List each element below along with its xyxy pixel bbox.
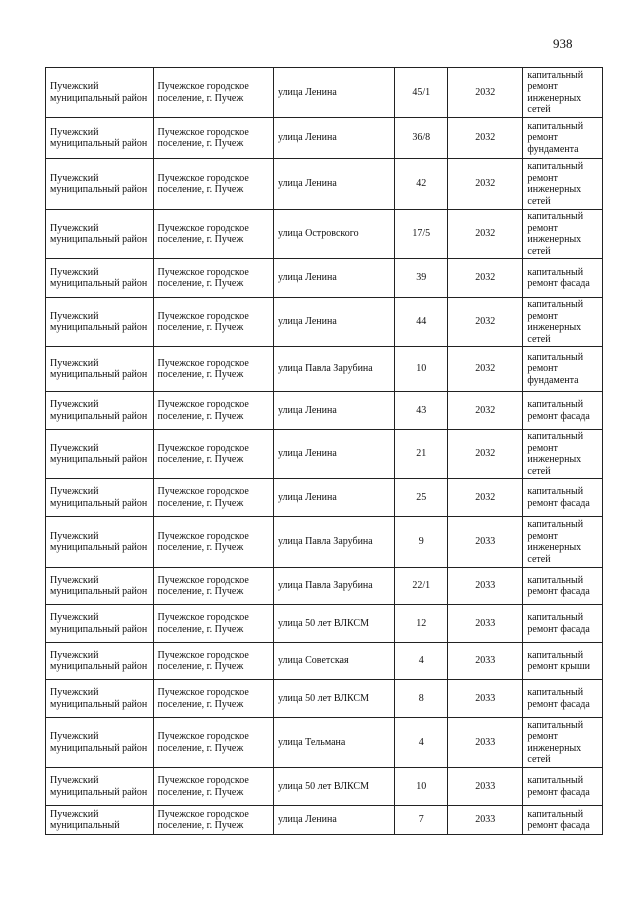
- year-cell: 2032: [448, 259, 523, 298]
- table-row: [46, 259, 603, 298]
- district-cell: Пучежский муниципальный район: [46, 68, 154, 118]
- year-cell: 2033: [448, 768, 523, 806]
- district-cell: Пучежский муниципальный район: [46, 347, 154, 392]
- table-row: [46, 392, 603, 430]
- housing-repair-table: [45, 67, 603, 835]
- district-cell: Пучежский муниципальный район: [46, 680, 154, 718]
- district-cell: Пучежский муниципальный район: [46, 159, 154, 210]
- year-cell: 2033: [448, 806, 523, 835]
- street-cell: улица Павла Зарубина: [273, 568, 395, 605]
- work-type-cell: капитальный ремонт фасада: [523, 259, 603, 298]
- settlement-cell: Пучежское городское поселение, г. Пучеж: [153, 259, 273, 298]
- work-type-cell: капитальный ремонт фундамента: [523, 118, 603, 159]
- table-body: [46, 68, 603, 835]
- street-cell: улица Островского: [273, 210, 395, 259]
- table-row: [46, 718, 603, 768]
- house-number-cell: 9: [395, 517, 448, 568]
- house-number-cell: 10: [395, 347, 448, 392]
- settlement-cell: Пучежское городское поселение, г. Пучеж: [153, 718, 273, 768]
- district-cell: Пучежский муниципальный район: [46, 568, 154, 605]
- house-number-cell: 10: [395, 768, 448, 806]
- work-type-cell: капитальный ремонт инженерных сетей: [523, 517, 603, 568]
- year-cell: 2033: [448, 517, 523, 568]
- table-row: [46, 298, 603, 347]
- work-type-cell: капитальный ремонт инженерных сетей: [523, 298, 603, 347]
- house-number-cell: 45/1: [395, 68, 448, 118]
- settlement-cell: Пучежское городское поселение, г. Пучеж: [153, 568, 273, 605]
- work-type-cell: капитальный ремонт инженерных сетей: [523, 210, 603, 259]
- year-cell: 2032: [448, 68, 523, 118]
- year-cell: 2032: [448, 298, 523, 347]
- house-number-cell: 21: [395, 430, 448, 479]
- settlement-cell: Пучежское городское поселение, г. Пучеж: [153, 430, 273, 479]
- street-cell: улица Ленина: [273, 806, 395, 835]
- table-row: [46, 347, 603, 392]
- year-cell: 2033: [448, 605, 523, 643]
- table-row: [46, 806, 603, 835]
- street-cell: улица Ленина: [273, 159, 395, 210]
- table-row: [46, 159, 603, 210]
- house-number-cell: 4: [395, 718, 448, 768]
- street-cell: улица Ленина: [273, 298, 395, 347]
- district-cell: Пучежский муниципальный район: [46, 605, 154, 643]
- work-type-cell: капитальный ремонт инженерных сетей: [523, 68, 603, 118]
- year-cell: 2033: [448, 568, 523, 605]
- street-cell: улица Тельмана: [273, 718, 395, 768]
- street-cell: улица Ленина: [273, 392, 395, 430]
- house-number-cell: 4: [395, 643, 448, 680]
- street-cell: улица Ленина: [273, 68, 395, 118]
- table-row: [46, 768, 603, 806]
- settlement-cell: Пучежское городское поселение, г. Пучеж: [153, 210, 273, 259]
- settlement-cell: Пучежское городское поселение, г. Пучеж: [153, 768, 273, 806]
- table-row: [46, 517, 603, 568]
- street-cell: улица 50 лет ВЛКСМ: [273, 605, 395, 643]
- page-number: 938: [553, 36, 573, 51]
- settlement-cell: Пучежское городское поселение, г. Пучеж: [153, 392, 273, 430]
- house-number-cell: 7: [395, 806, 448, 835]
- year-cell: 2032: [448, 347, 523, 392]
- house-number-cell: 36/8: [395, 118, 448, 159]
- settlement-cell: Пучежское городское поселение, г. Пучеж: [153, 159, 273, 210]
- street-cell: улица Ленина: [273, 259, 395, 298]
- house-number-cell: 44: [395, 298, 448, 347]
- settlement-cell: Пучежское городское поселение, г. Пучеж: [153, 347, 273, 392]
- house-number-cell: 39: [395, 259, 448, 298]
- work-type-cell: капитальный ремонт фасада: [523, 392, 603, 430]
- house-number-cell: 25: [395, 479, 448, 517]
- table-row: [46, 568, 603, 605]
- work-type-cell: капитальный ремонт фасада: [523, 680, 603, 718]
- year-cell: 2032: [448, 159, 523, 210]
- district-cell: Пучежский муниципальный район: [46, 479, 154, 517]
- year-cell: 2032: [448, 479, 523, 517]
- work-type-cell: капитальный ремонт фасада: [523, 806, 603, 835]
- house-number-cell: 43: [395, 392, 448, 430]
- year-cell: 2033: [448, 643, 523, 680]
- street-cell: улица 50 лет ВЛКСМ: [273, 680, 395, 718]
- settlement-cell: Пучежское городское поселение, г. Пучеж: [153, 517, 273, 568]
- work-type-cell: капитальный ремонт инженерных сетей: [523, 430, 603, 479]
- house-number-cell: 42: [395, 159, 448, 210]
- district-cell: Пучежский муниципальный район: [46, 768, 154, 806]
- street-cell: улица 50 лет ВЛКСМ: [273, 768, 395, 806]
- work-type-cell: капитальный ремонт фундамента: [523, 347, 603, 392]
- house-number-cell: 17/5: [395, 210, 448, 259]
- street-cell: улица Павла Зарубина: [273, 517, 395, 568]
- table-row: [46, 605, 603, 643]
- settlement-cell: Пучежское городское поселение, г. Пучеж: [153, 806, 273, 835]
- house-number-cell: 22/1: [395, 568, 448, 605]
- table-row: [46, 479, 603, 517]
- work-type-cell: капитальный ремонт фасада: [523, 768, 603, 806]
- work-type-cell: капитальный ремонт крыши: [523, 643, 603, 680]
- work-type-cell: капитальный ремонт инженерных сетей: [523, 718, 603, 768]
- settlement-cell: Пучежское городское поселение, г. Пучеж: [153, 680, 273, 718]
- settlement-cell: Пучежское городское поселение, г. Пучеж: [153, 298, 273, 347]
- street-cell: улица Павла Зарубина: [273, 347, 395, 392]
- table-row: [46, 118, 603, 159]
- settlement-cell: Пучежское городское поселение, г. Пучеж: [153, 605, 273, 643]
- table-row: [46, 680, 603, 718]
- district-cell: Пучежский муниципальный район: [46, 517, 154, 568]
- district-cell: Пучежский муниципальный район: [46, 392, 154, 430]
- year-cell: 2032: [448, 430, 523, 479]
- year-cell: 2033: [448, 680, 523, 718]
- district-cell: Пучежский муниципальный район: [46, 430, 154, 479]
- district-cell: Пучежский муниципальный район: [46, 718, 154, 768]
- year-cell: 2032: [448, 210, 523, 259]
- table-row: [46, 643, 603, 680]
- settlement-cell: Пучежское городское поселение, г. Пучеж: [153, 68, 273, 118]
- house-number-cell: 8: [395, 680, 448, 718]
- settlement-cell: Пучежское городское поселение, г. Пучеж: [153, 118, 273, 159]
- work-type-cell: капитальный ремонт фасада: [523, 605, 603, 643]
- table-row: [46, 68, 603, 118]
- settlement-cell: Пучежское городское поселение, г. Пучеж: [153, 479, 273, 517]
- year-cell: 2032: [448, 118, 523, 159]
- table-row: [46, 430, 603, 479]
- year-cell: 2032: [448, 392, 523, 430]
- year-cell: 2033: [448, 718, 523, 768]
- district-cell: Пучежский муниципальный район: [46, 298, 154, 347]
- district-cell: Пучежский муниципальный район: [46, 643, 154, 680]
- work-type-cell: капитальный ремонт фасада: [523, 568, 603, 605]
- street-cell: улица Ленина: [273, 479, 395, 517]
- street-cell: улица Ленина: [273, 118, 395, 159]
- district-cell: Пучежский муниципальный район: [46, 118, 154, 159]
- table-row: [46, 210, 603, 259]
- district-cell: Пучежский муниципальный район: [46, 259, 154, 298]
- work-type-cell: капитальный ремонт фасада: [523, 479, 603, 517]
- house-number-cell: 12: [395, 605, 448, 643]
- district-cell: Пучежский муниципальный район: [46, 210, 154, 259]
- work-type-cell: капитальный ремонт инженерных сетей: [523, 159, 603, 210]
- street-cell: улица Ленина: [273, 430, 395, 479]
- street-cell: улица Советская: [273, 643, 395, 680]
- settlement-cell: Пучежское городское поселение, г. Пучеж: [153, 643, 273, 680]
- district-cell: Пучежский муниципальный: [46, 806, 154, 835]
